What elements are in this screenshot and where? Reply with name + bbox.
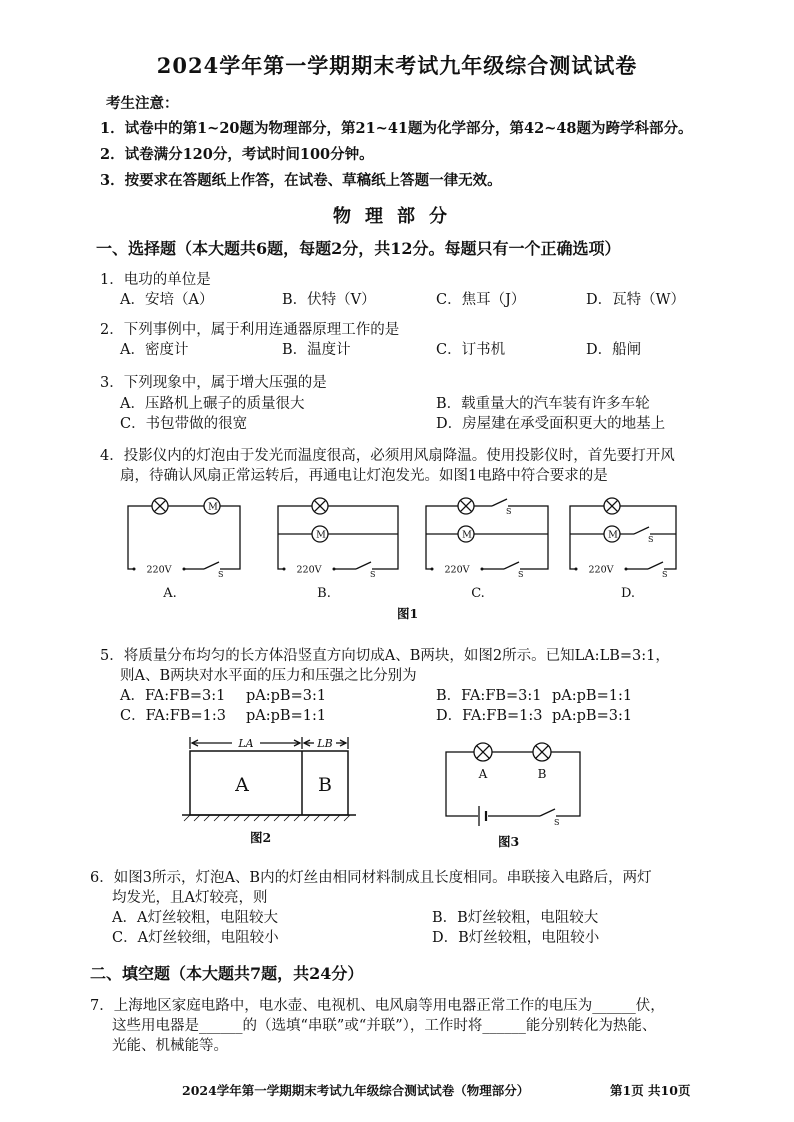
part2-heading: 二、填空题（本大题共7题，共24分） (90, 964, 364, 983)
q5-given-ratio: LA:LB=3:1， (574, 648, 670, 664)
length-label-a: LA (238, 737, 254, 750)
q5-line-1: 5．将质量分布均匀的长方体沿竖直方向切成A、B两块，如图2所示。已知LA:LB=3:1， (100, 648, 670, 664)
q6-line-1: 6．如图3所示，灯泡A、B内的灯丝由相同材料制成且长度相同。串联接入电路后，两灯 (90, 870, 652, 886)
q5-option-b-pressure: pA:pB=1:1 (552, 688, 633, 704)
switch-label: S (662, 570, 668, 579)
q4-line-2: 扇，待确认风扇正常运转后，再通电让灯泡发光。如图1电路中符合要求的是 (120, 468, 608, 484)
q6-line-2: 均发光，且A灯较亮，则 (112, 890, 268, 906)
q7-line-2: 这些用电器是______的（选填“串联”或“并联”），工作时将______能分别转化为热能、 (112, 1018, 657, 1034)
footer-title: 2024学年第一学期期末考试九年级综合测试试卷（物理部分） (182, 1083, 530, 1098)
q1-option-c: C．焦耳（J） (436, 292, 526, 308)
q4-line-1: 4．投影仪内的灯泡由于发光而温度很高，必须用风扇降温。使用投影仪时，首先要打开风 (100, 448, 675, 464)
q5-option-c-pressure: pA:pB=1:1 (246, 708, 327, 724)
q5-option-d-force: D．FA:FB=1:3 (436, 708, 543, 724)
page-number: 第1页 共10页 (610, 1083, 691, 1098)
exam-title: 2024学年第一学期期末考试九年级综合测试试卷 (156, 53, 638, 78)
q2-option-b: B．温度计 (282, 342, 351, 358)
lamp-label-a: A (478, 767, 488, 781)
figure-1-caption: 图1 (397, 606, 419, 621)
q2-option-d: D．船闸 (586, 342, 642, 358)
switch-label: S (518, 570, 524, 579)
q3-option-b: B．载重量大的汽车装有许多车轮 (436, 396, 650, 412)
q1-option-a: A．安培（A） (120, 292, 214, 308)
q3-option-d: D．房屋建在承受面积更大的地基上 (436, 416, 666, 432)
circuit-c (426, 498, 548, 569)
circuit-label-a: A. (163, 586, 177, 601)
figure-2-caption: 图2 (250, 830, 272, 845)
q2-option-a: A．密度计 (120, 342, 189, 358)
switch-label: S (218, 570, 224, 579)
q7-line-1: 7．上海地区家庭电路中，电水壶、电视机、电风扇等用电器正常工作的电压为______伏， (90, 998, 665, 1014)
section-title: 物理部分 (333, 206, 461, 227)
circuit-label-d: D. (620, 586, 636, 601)
figure-1-circuits (120, 490, 680, 605)
circuit-b (278, 498, 398, 569)
switch-label: S (554, 818, 560, 827)
block-label-a: A (235, 774, 249, 796)
circuit-d (570, 498, 676, 569)
motor-label: M (608, 529, 618, 541)
circuit-label-b: B. (317, 586, 331, 601)
figure-2-block (180, 733, 360, 828)
q5-line-2: 则A、B两块对水平面的压力和压强之比分别为 (120, 668, 417, 684)
q6-option-c: C．A灯丝较细，电阻较小 (112, 930, 279, 946)
circuit-a (128, 498, 240, 569)
switch-label: S (506, 507, 512, 516)
q7-line-3: 光能、机械能等。 (112, 1038, 228, 1054)
motor-label: M (208, 501, 218, 513)
q3-option-c: C．书包带做的很宽 (120, 416, 248, 432)
q6-option-b: B．B灯丝较粗，电阻较大 (432, 910, 599, 926)
switch-label: S (648, 535, 654, 544)
figure-3-circuit (440, 735, 590, 830)
q6-option-a: A．A灯丝较粗，电阻较大 (112, 910, 278, 926)
block-label-b: B (318, 774, 332, 796)
q5-option-a-force: A．FA:FB=3:1 (120, 688, 226, 704)
q3-stem: 3．下列现象中，属于增大压强的是 (100, 375, 327, 391)
switch-label: S (370, 570, 376, 579)
q5-option-d-pressure: pA:pB=3:1 (552, 708, 633, 724)
figure-3-caption: 图3 (498, 834, 520, 849)
q5-option-c-force: C．FA:FB=1:3 (120, 708, 226, 724)
part1-heading: 一、选择题（本大题共6题，每题2分，共12分。每题只有一个正确选项） (96, 239, 621, 258)
lamp-label-b: B (537, 767, 547, 781)
voltage-label: 220V (146, 564, 172, 576)
q3-option-a: A．压路机上碾子的质量很大 (120, 396, 305, 412)
q1-stem: 1．电功的单位是 (100, 272, 211, 288)
motor-label: M (462, 529, 472, 541)
q5-option-b-force: B．FA:FB=3:1 (436, 688, 542, 704)
q2-stem: 2．下列事例中，属于利用连通器原理工作的是 (100, 322, 400, 338)
notice-item-1: 1．试卷中的第1~20题为物理部分，第21~41题为化学部分，第42~48题为跨学科部分。 (100, 120, 693, 137)
q6-option-d: D．B灯丝较粗，电阻较小 (432, 930, 600, 946)
circuit-label-c: C. (471, 586, 485, 601)
q2-option-c: C．订书机 (436, 342, 506, 358)
q1-option-d: D．瓦特（W） (586, 292, 686, 308)
voltage-label: 220V (588, 564, 614, 576)
notice-heading: 考生注意： (106, 95, 179, 112)
motor-label: M (316, 529, 326, 541)
notice-item-2: 2．试卷满分120分，考试时间100分钟。 (100, 146, 374, 163)
notice-item-3: 3．按要求在答题纸上作答，在试卷、草稿纸上答题一律无效。 (100, 172, 502, 189)
voltage-label: 220V (444, 564, 470, 576)
voltage-label: 220V (296, 564, 322, 576)
length-label-b: LB (317, 737, 333, 750)
q5-option-a-pressure: pA:pB=3:1 (246, 688, 327, 704)
q1-option-b: B．伏特（V） (282, 292, 376, 308)
